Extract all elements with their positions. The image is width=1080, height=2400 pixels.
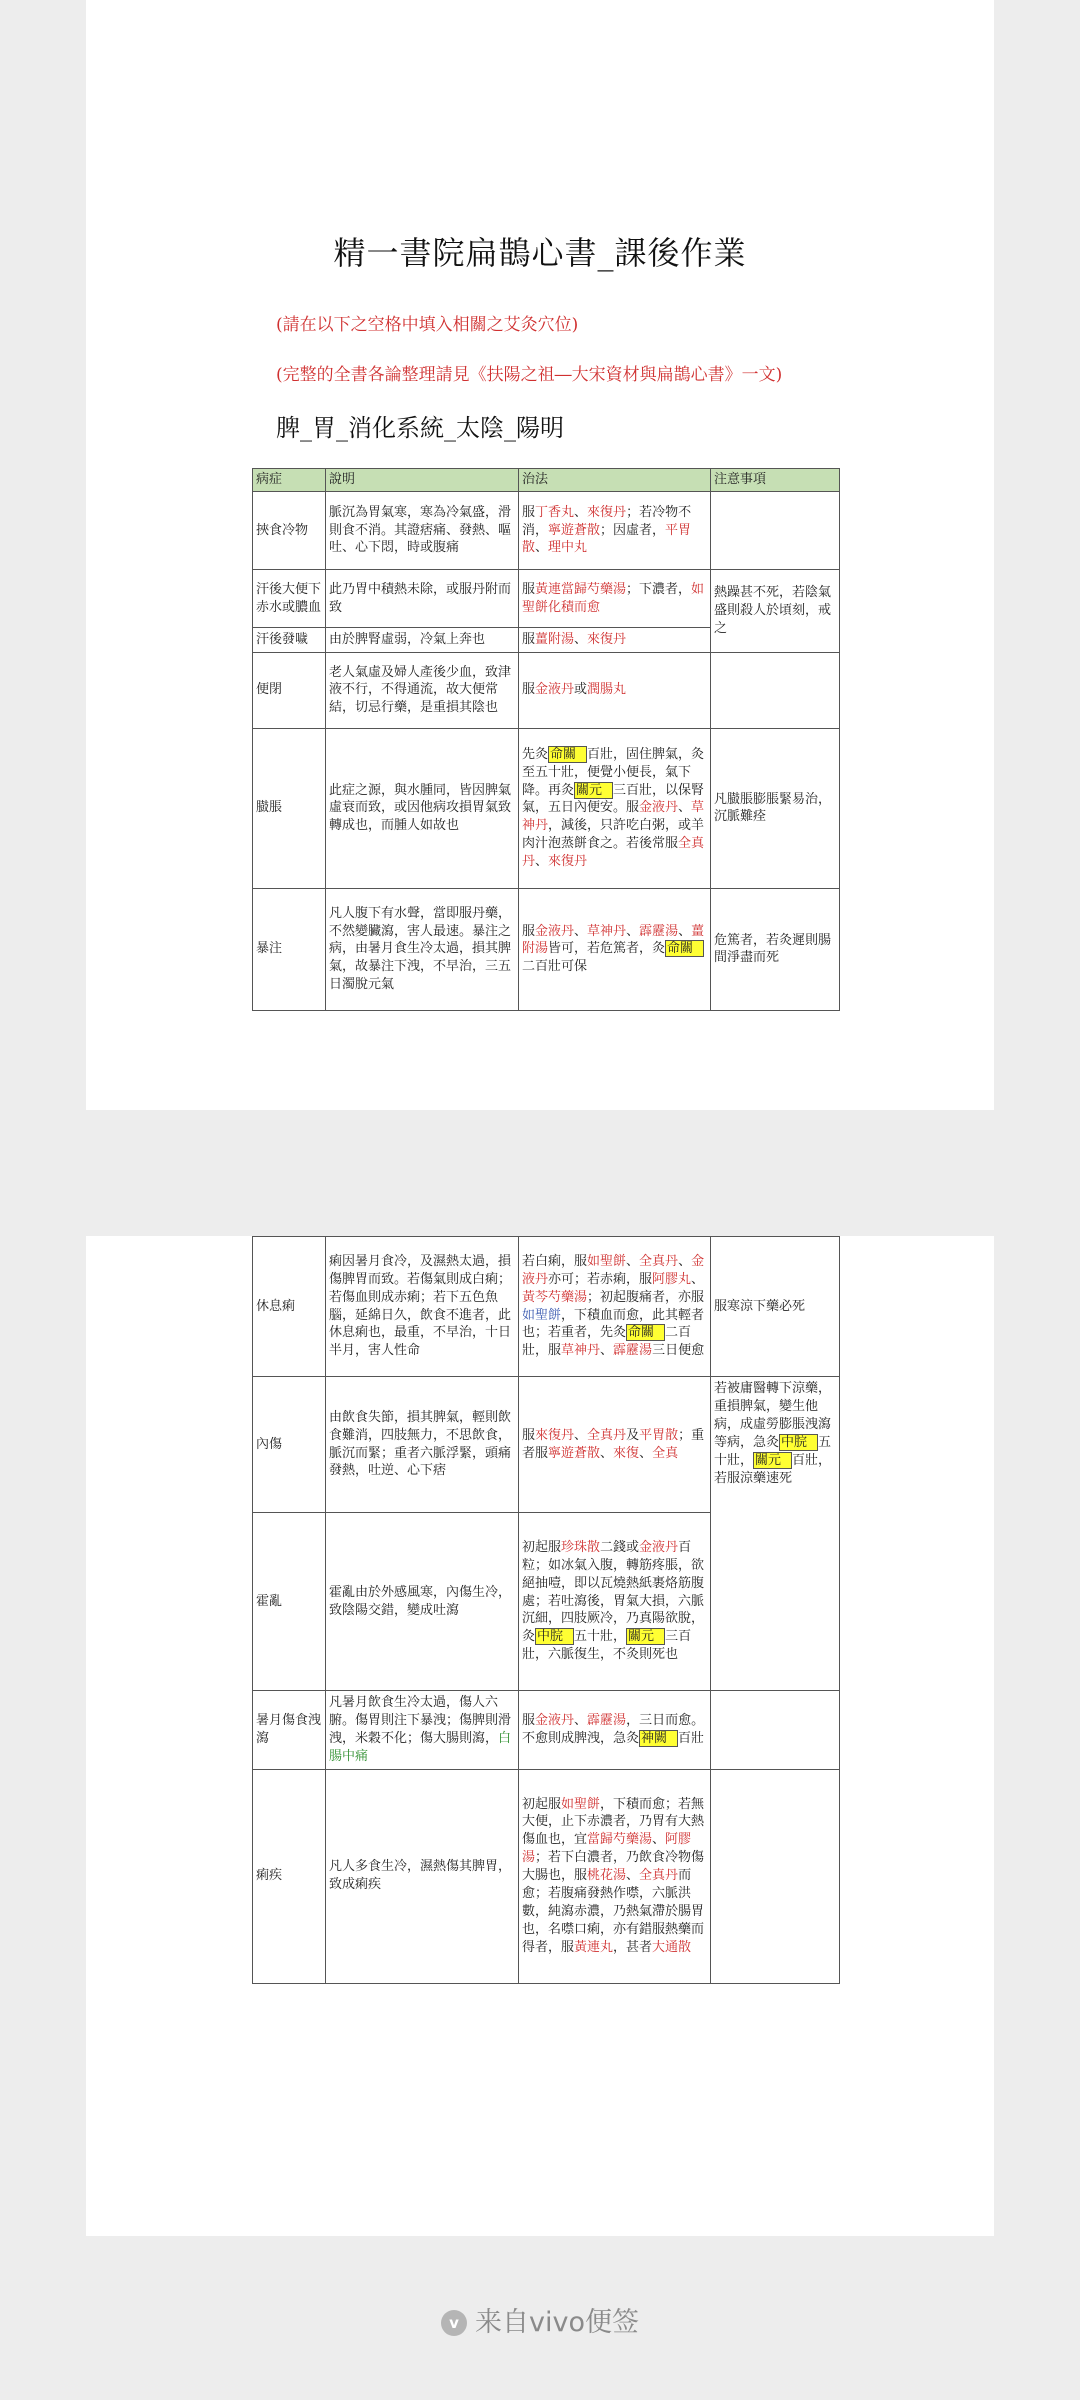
- header-notes: 注意事項: [711, 469, 840, 492]
- document-page-1: [86, 0, 994, 1110]
- section-title: 脾_胃_消化系統_太陰_陽明: [276, 414, 564, 442]
- acupoint-table-part-2: [252, 1236, 840, 1984]
- cell-notes: 服寒涼下藥必死: [711, 1237, 840, 1377]
- cell-treatment: 服來復丹、全真丹及平胃散；重者服寧遊蒼散、來復、全真: [519, 1377, 711, 1513]
- cell-treatment: 服金液丹、草神丹、霹靂湯、薑附湯皆可，若危篤者，灸 命關二百壯可保: [519, 888, 711, 1010]
- cell-notes: 危篤者，若灸遲則腸間淨盡而死: [711, 888, 840, 1010]
- acupoint-blank[interactable]: 命關: [548, 746, 587, 763]
- cell-description: 脈沉為胃氣寒，寒為冷氣盛，滑則食不消。其證痞痛、發熱、嘔吐、心下悶，時或腹痛: [326, 492, 519, 570]
- table-row: [253, 652, 840, 728]
- cell-disease: 汗後發噦: [253, 628, 326, 653]
- cell-disease: 暴注: [253, 888, 326, 1010]
- table-row: [253, 1769, 840, 1983]
- cell-treatment: 初起服珍珠散二錢或金液丹百粒；如冰氣入腹，轉筋疼脹，欲絕抽噎，即以瓦燒熱紙裹烙筋腹處；若吐瀉後，胃氣大損，六脈沉細，四肢厥冷，乃真陽欲脫，灸 中脘 五十壯， 關元 三百壯，六脈復生，不灸則死也: [519, 1513, 711, 1691]
- cell-treatment: 服黃連當歸芍藥湯；下濃者，如聖餅化積而愈: [519, 570, 711, 628]
- cell-disease: 暑月傷食洩瀉: [253, 1691, 326, 1770]
- footer-text: 来自vivo便签: [475, 2307, 639, 2338]
- acupoint-blank[interactable]: 神闕: [639, 1730, 678, 1747]
- cell-notes: 熱躁甚不死，若陰氣盛則殺人於頃刻，戒之: [711, 570, 840, 653]
- cell-description: 由飲食失節，損其脾氣，輕則飲食難消，四肢無力，不思飲食，脈沉而緊；重者六脈浮緊，頭痛發熱，吐逆、心下痞: [326, 1377, 519, 1513]
- cell-description: 凡暑月飲食生冷太過，傷人六腑。傷胃則注下暴洩；傷脾則滑洩，米穀不化；傷大腸則瀉，白腸中痛: [326, 1691, 519, 1770]
- cell-description: 此症之源，與水腫同，皆因脾氣虛衰而致，或因他病攻損胃氣致轉成也，而腫人如故也: [326, 728, 519, 888]
- cell-description: 此乃胃中積熱未除，或服丹附而致: [326, 570, 519, 628]
- table-header-row: [253, 469, 840, 492]
- cell-treatment: 先灸 命關 百壯，固住脾氣，灸至五十壯，便覺小便長，氣下降。再灸 關元 三百壯，以保腎氣，五日內便安。服金液丹、草神丹，減後，只許吃白粥，或羊肉汁泡蒸餅食之。若後常服全真丹、來復丹: [519, 728, 711, 888]
- cell-disease: 臌脹: [253, 728, 326, 888]
- cell-disease: 便閉: [253, 652, 326, 728]
- cell-description: 凡人腹下有水聲，當即服丹藥，不然變臟瀉，害人最速。暴注之病，由暑月食生冷太過，損其脾氣，故暴注下洩，不早治，三五日濁脫元氣: [326, 888, 519, 1010]
- instruction-note: (請在以下之空格中填入相關之艾灸穴位): [276, 315, 579, 335]
- acupoint-blank[interactable]: 關元: [626, 1628, 665, 1645]
- cell-disease: 挾食冷物: [253, 492, 326, 570]
- acupoint-blank[interactable]: 命關: [626, 1324, 665, 1341]
- acupoint-blank[interactable]: 關元: [574, 782, 613, 799]
- table-row: [253, 728, 840, 888]
- cell-treatment: 服薑附湯、來復丹: [519, 628, 711, 653]
- cell-notes: 若被庸醫轉下涼藥，重損脾氣，變生他病，成虛勞膨脹洩瀉等病，急灸 中脘 五十壯， 關元 百壯，若服涼藥速死: [711, 1377, 840, 1691]
- table-row: [253, 1237, 840, 1377]
- acupoint-blank[interactable]: 中脘: [779, 1434, 818, 1451]
- reference-note: (完整的全書各論整理請見《扶陽之祖―大宋資材與扁鵲心書》一文): [276, 365, 783, 385]
- acupoint-blank[interactable]: 關元: [753, 1452, 792, 1469]
- cell-disease: 霍亂: [253, 1513, 326, 1691]
- vivo-notes-icon: v: [441, 2310, 467, 2336]
- cell-description: 老人氣虛及婦人產後少血，致津液不行，不得通流，故大便常結，切忌行藥，是重損其陰也: [326, 652, 519, 728]
- cell-treatment: 初起服如聖餅，下積而愈；若無大便，止下赤濃者，乃胃有大熱傷血也，宜當歸芍藥湯、阿膠湯；若下白濃者，乃飲食冷物傷大腸也，服桃花湯、全真丹而愈；若腹痛發熱作噤，六脈洪數，純瀉赤濃，乃熱氣滯於腸胃也，名噤口痢，亦有錯服熱藥而得者，服黃連丸，甚者大通散: [519, 1769, 711, 1983]
- acupoint-blank[interactable]: 中脘: [535, 1628, 574, 1645]
- table-row: [253, 888, 840, 1010]
- cell-treatment: 服金液丹或潤腸丸: [519, 652, 711, 728]
- cell-notes: [711, 1691, 840, 1770]
- cell-notes: 凡臌脹膨脹緊易治，沉脈難痊: [711, 728, 840, 888]
- header-disease: 病症: [253, 469, 326, 492]
- app-footer: [0, 2300, 1080, 2339]
- cell-treatment: 服丁香丸、來復丹；若冷物不消，寧遊蒼散；因虛者，平胃散、理中丸: [519, 492, 711, 570]
- header-description: 說明: [326, 469, 519, 492]
- table-row: [253, 492, 840, 570]
- table-row: [253, 1691, 840, 1770]
- header-treatment: 治法: [519, 469, 711, 492]
- table-row: [253, 570, 840, 628]
- acupoint-blank[interactable]: 命關: [665, 940, 704, 957]
- cell-description: 痢因暑月食冷，及濕熱太過，損傷脾胃而致。若傷氣則成白痢；若傷血則成赤痢；若下五色魚腦，延綿日久，飲食不進者，此休息痢也，最重，不早治，十日半月，害人性命: [326, 1237, 519, 1377]
- cell-treatment: 若白痢，服如聖餅、全真丹、金液丹亦可；若赤痢，服阿膠丸、黃芩芍藥湯；初起腹痛者，亦服如聖餅，下積血而愈，此其輕者也；若重者，先灸 命關 二百壯，服草神丹、霹靂湯三日便愈: [519, 1237, 711, 1377]
- cell-description: 霍亂由於外感風寒，內傷生冷，致陰陽交錯，變成吐瀉: [326, 1513, 519, 1691]
- cell-notes: [711, 652, 840, 728]
- cell-disease: 內傷: [253, 1377, 326, 1513]
- table-row: [253, 1377, 840, 1513]
- cell-description: 凡人多食生冷，濕熱傷其脾胃，致成痢疾: [326, 1769, 519, 1983]
- cell-treatment: 服金液丹、霹靂湯，三日而愈。不愈則成脾洩，急灸 神闕 百壯: [519, 1691, 711, 1770]
- cell-notes: [711, 1769, 840, 1983]
- document-page-2: [86, 1236, 994, 2236]
- cell-notes: [711, 492, 840, 570]
- cell-disease: 汗後大便下赤水或膿血: [253, 570, 326, 628]
- document-title: 精一書院扁鵲心書_課後作業: [333, 234, 747, 272]
- cell-disease: 休息痢: [253, 1237, 326, 1377]
- cell-disease: 痢疾: [253, 1769, 326, 1983]
- acupoint-table-part-1: [252, 468, 840, 1011]
- cell-description: 由於脾腎虛弱，冷氣上奔也: [326, 628, 519, 653]
